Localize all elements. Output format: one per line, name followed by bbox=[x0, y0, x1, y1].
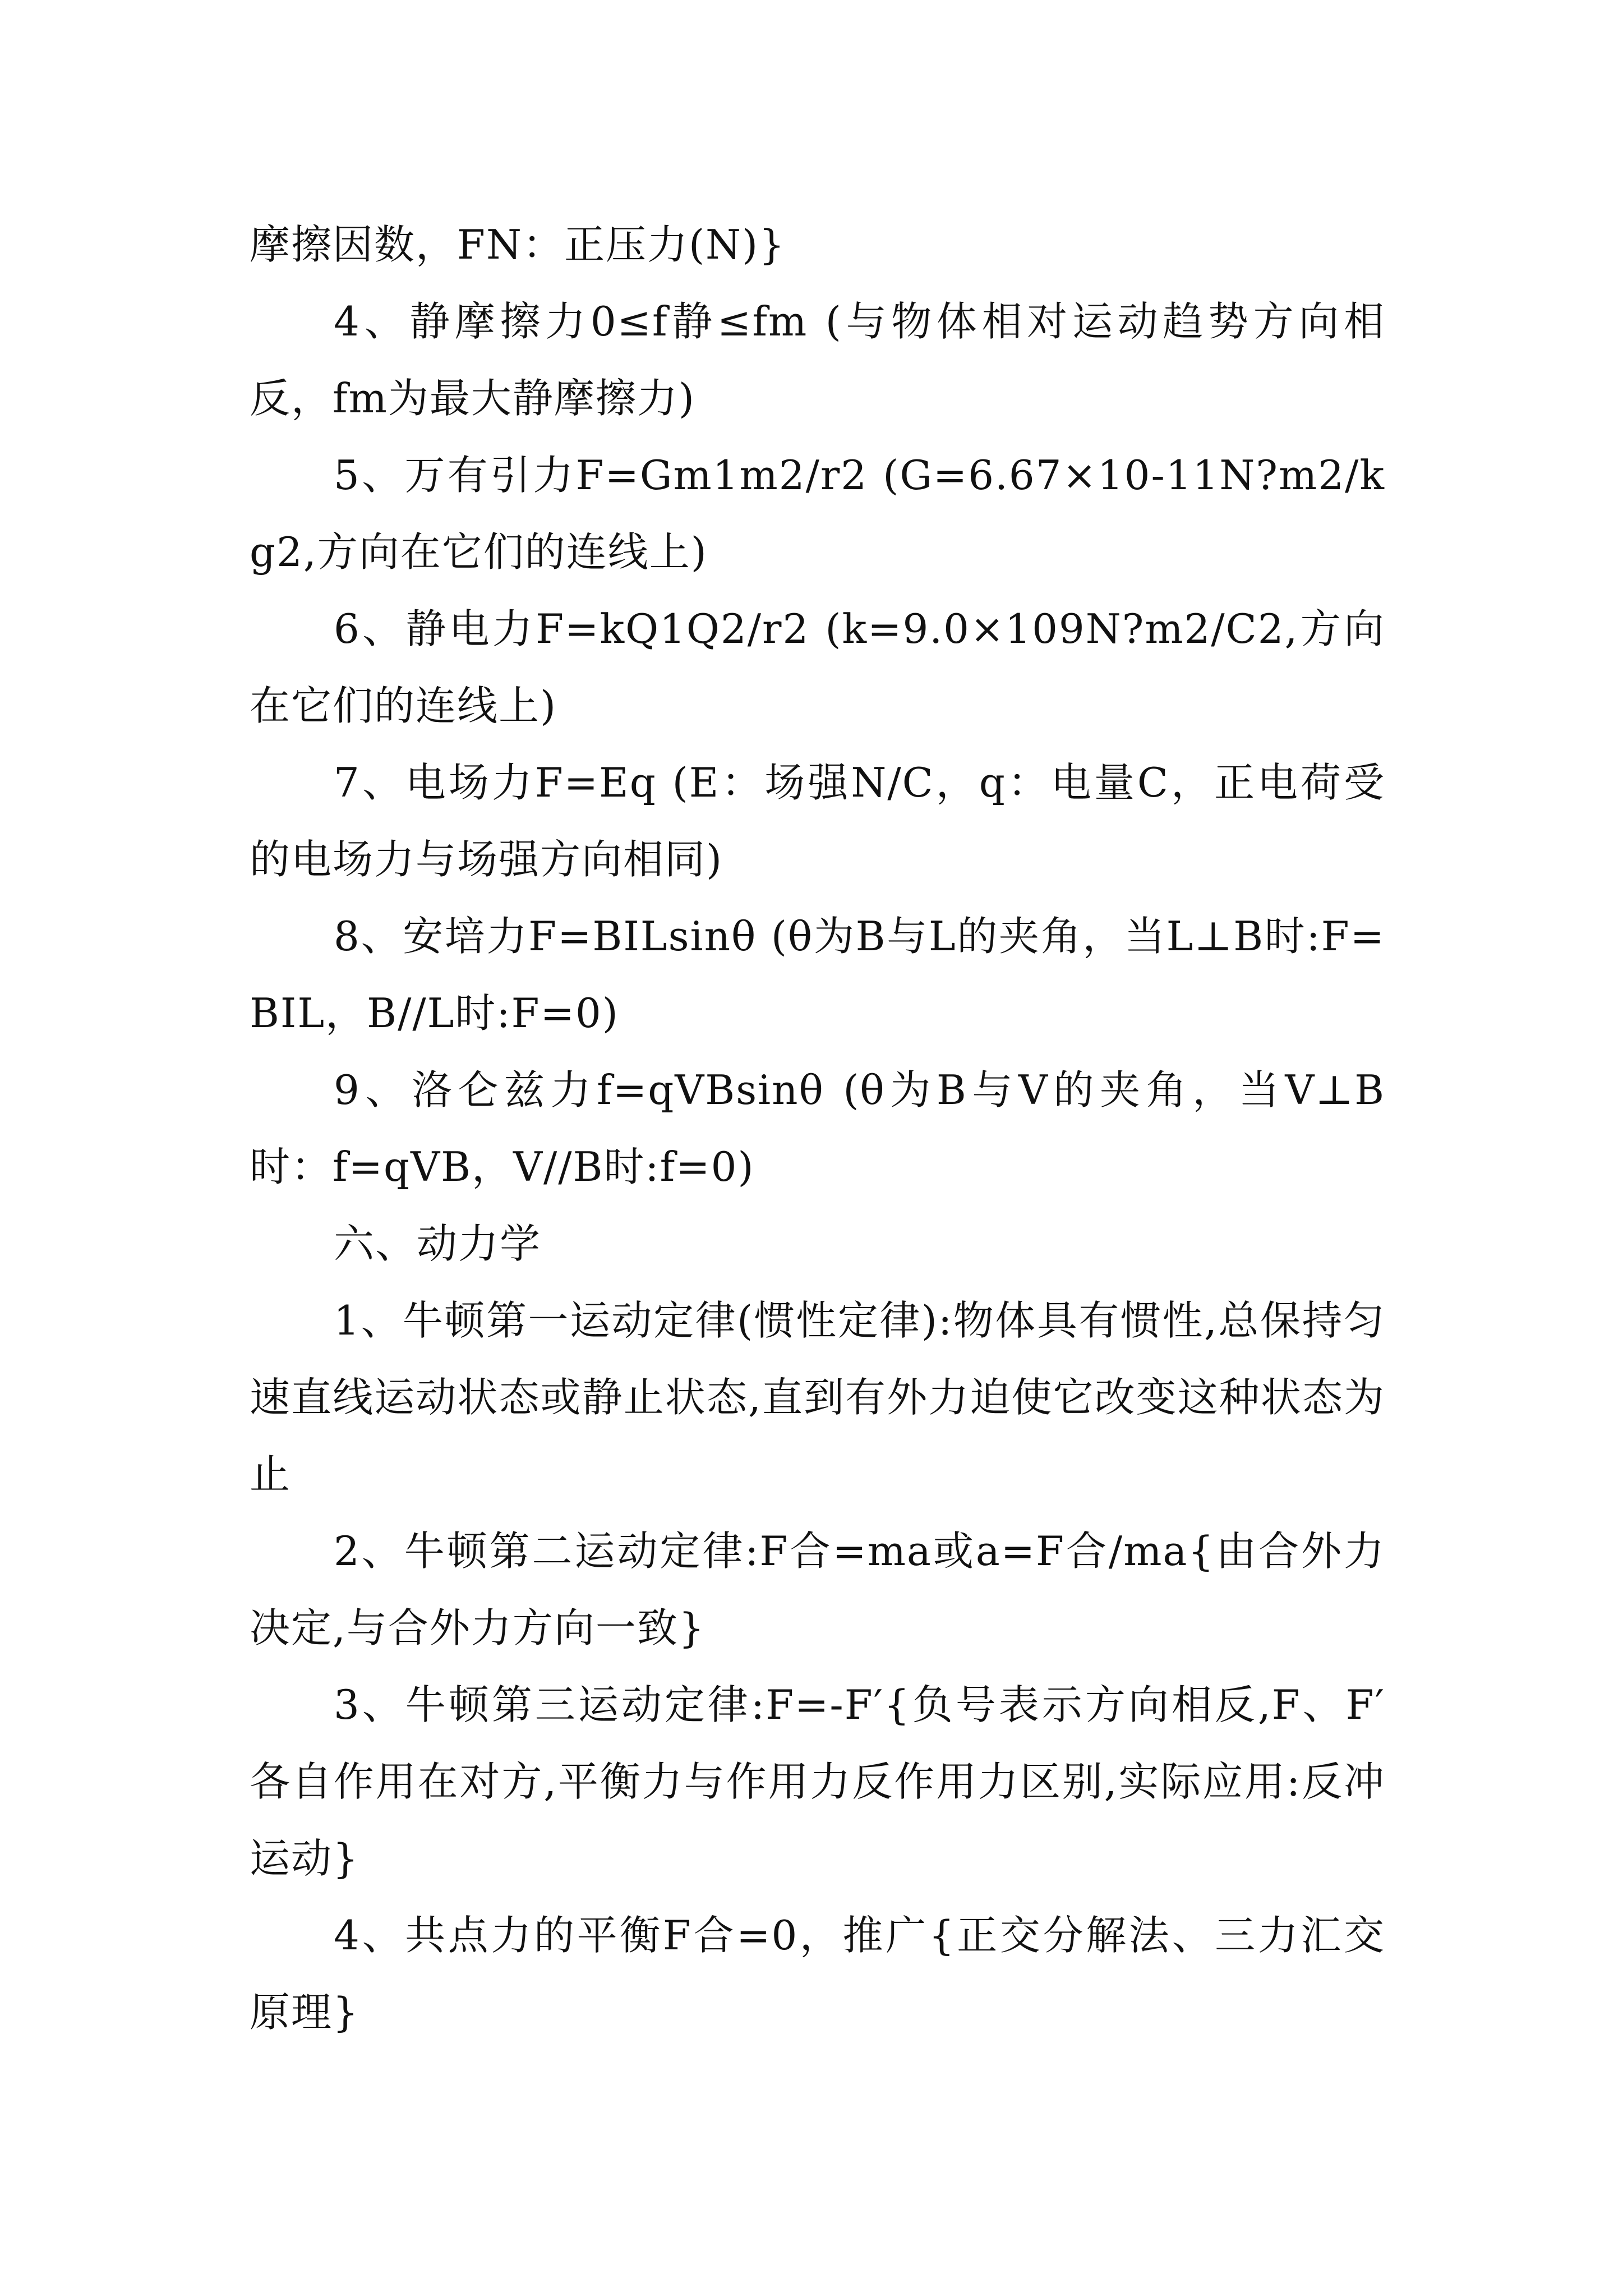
paragraph-friction-factor-continued: 摩擦因数，FN：正压力(N)} bbox=[250, 221, 786, 268]
paragraph-force-equilibrium: 4、共点力的平衡F合=0，推广{正交分解法、三力汇交原理} bbox=[250, 1912, 1385, 2036]
document-body bbox=[250, 206, 1385, 2051]
paragraph-static-friction: 4、静摩擦力0≤f静≤fm (与物体相对运动趋势方向相反，fm为最大静摩擦力) bbox=[250, 298, 1385, 422]
paragraph-ampere-force: 8、安培力F=BILsinθ (θ为B与L的夹角，当L⊥B时:F=BIL，B//L时:F=0) bbox=[250, 913, 1385, 1037]
paragraph-newton-second-law: 2、牛顿第二运动定律:F合=ma或a=F合/ma{由合外力决定,与合外力方向一致} bbox=[250, 1527, 1385, 1651]
paragraph-electric-field-force: 7、电场力F=Eq (E：场强N/C，q：电量C，正电荷受的电场力与场强方向相同) bbox=[250, 759, 1385, 883]
paragraph-newton-third-law: 3、牛顿第三运动定律:F=-F′{负号表示方向相反,F、F′各自作用在对方,平衡力与作用力反作用力区别,实际应用:反冲运动} bbox=[250, 1681, 1385, 1882]
section-heading-dynamics: 六、动力学 bbox=[334, 1220, 542, 1267]
paragraph-electrostatic-force: 6、静电力F=kQ1Q2/r2 (k=9.0×109N?m2/C2,方向在它们的连线上) bbox=[250, 605, 1385, 729]
paragraph-newton-first-law: 1、牛顿第一运动定律(惯性定律):物体具有惯性,总保持匀速直线运动状态或静止状态,直到有外力迫使它改变这种状态为止 bbox=[250, 1297, 1385, 1498]
paragraph-lorentz-force: 9、洛仑兹力f=qVBsinθ (θ为B与V的夹角，当V⊥B时：f=qVB，V//B时:f=0) bbox=[250, 1066, 1385, 1190]
paragraph-gravitation: 5、万有引力F=Gm1m2/r2 (G=6.67×10-11N?m2/kg2,方向在它们的连线上) bbox=[250, 452, 1385, 576]
